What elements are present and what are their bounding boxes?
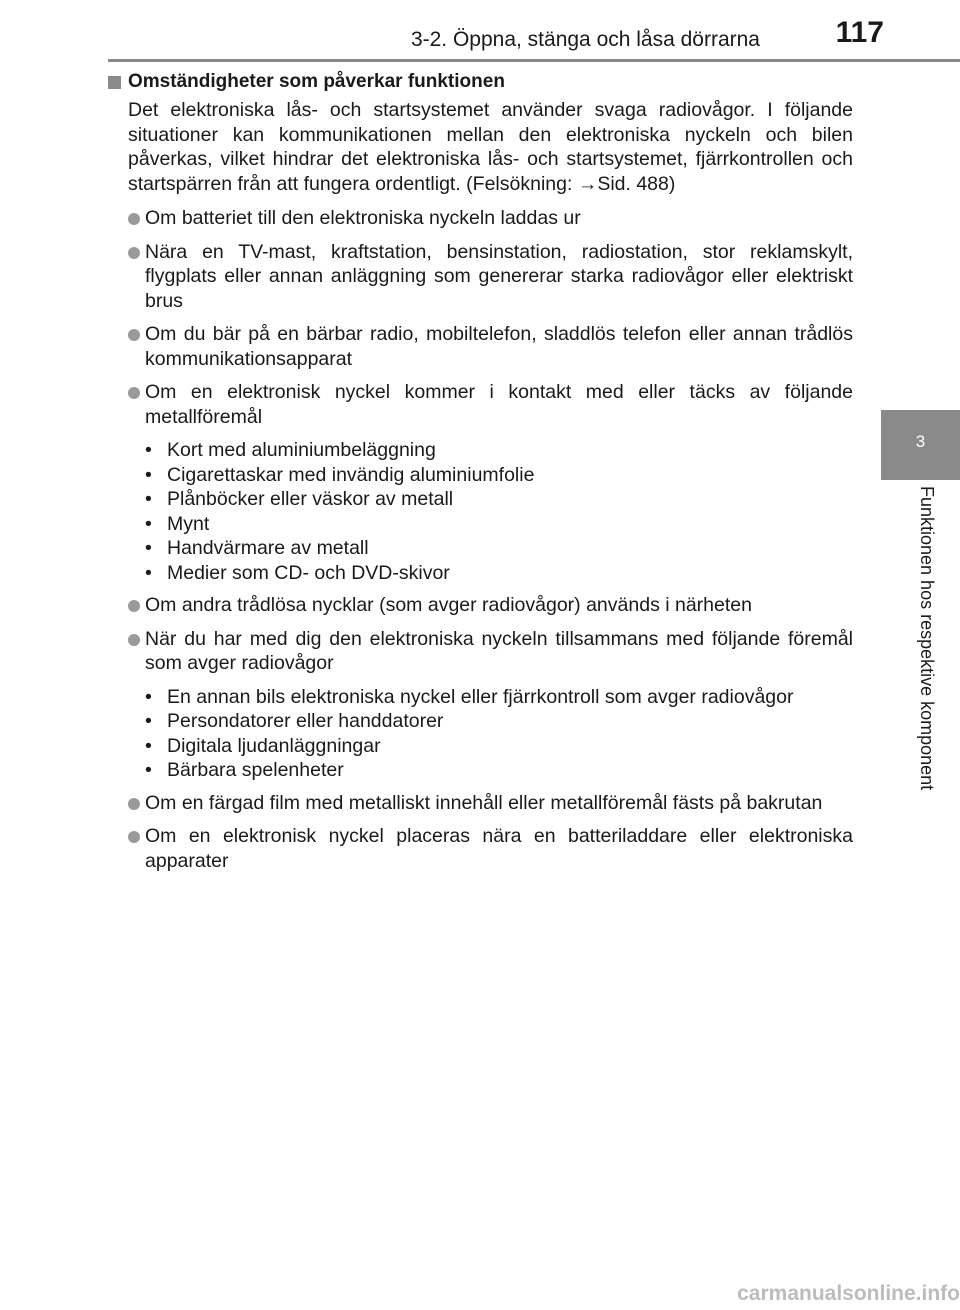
chapter-number: 3 bbox=[915, 432, 926, 451]
sub-list-item-text: Plånböcker eller väskor av metall bbox=[167, 488, 454, 510]
round-bullet-icon bbox=[128, 600, 140, 612]
sub-list-item bbox=[145, 438, 853, 463]
sub-list-item-text: Digitala ljudanläggningar bbox=[167, 734, 381, 757]
round-bullet-icon bbox=[128, 798, 140, 810]
bullet-item bbox=[128, 593, 853, 618]
bullet-item bbox=[128, 322, 853, 371]
bullet-item bbox=[128, 240, 853, 314]
bullet-marker bbox=[128, 380, 145, 392]
sub-list-item-text: Cigarettaskar med invändig aluminiumfolie bbox=[167, 463, 535, 486]
sub-list-item bbox=[145, 709, 853, 734]
small-bullet-icon: • bbox=[145, 512, 152, 535]
bullet-text: Om en elektronisk nyckel kommer i kontakt med eller täcks av följande metallföremål bbox=[145, 381, 853, 428]
bullet-text: Om du bär på en bärbar radio, mobiltelefon, sladdlös telefon eller annan trådlös kommunikationsapparat bbox=[145, 323, 853, 370]
bullet-text: Om batteriet till den elektroniska nyckeln laddas ur bbox=[145, 207, 581, 229]
bullet-marker bbox=[128, 240, 145, 252]
bullet-marker bbox=[128, 593, 145, 605]
square-marker-icon bbox=[108, 76, 121, 89]
round-bullet-icon bbox=[128, 634, 140, 646]
main-content bbox=[108, 70, 853, 882]
bullet-text: Om en elektronisk nyckel placeras nära en batteriladdare eller elektroniska apparater bbox=[145, 825, 853, 872]
bullet-text: Om andra trådlösa nycklar (som avger radiovågor) används i närheten bbox=[145, 594, 752, 616]
small-bullet-icon: • bbox=[145, 734, 152, 757]
chapter-tab bbox=[881, 480, 960, 850]
sub-list-item bbox=[145, 758, 853, 783]
bullet-text: När du har med dig den elektroniska nyckeln tillsammans med följande föremål som avger radiovågor bbox=[145, 627, 853, 674]
small-bullet-icon: • bbox=[145, 439, 152, 461]
watermark: carmanualsonline.info bbox=[737, 1282, 960, 1305]
round-bullet-icon bbox=[128, 831, 140, 843]
small-bullet-icon: • bbox=[145, 685, 152, 708]
small-bullet-icon: • bbox=[145, 710, 152, 732]
bullet-marker bbox=[128, 824, 145, 836]
bullet-item bbox=[128, 380, 853, 429]
sub-list-item-text: Bärbara spelenheter bbox=[167, 759, 344, 781]
chapter-number-box bbox=[881, 410, 960, 480]
bullet-item bbox=[128, 627, 853, 676]
chapter-title: Funktionen hos respektive komponent bbox=[917, 486, 937, 791]
bullet-text: Nära en TV-mast, kraftstation, bensinstation, radiostation, stor reklamskylt, flygplats eller annan anläggning som genererar starka radiovågor eller elektriskt brus bbox=[145, 240, 853, 312]
sub-list-item-text: Kort med aluminiumbeläggning bbox=[167, 439, 436, 461]
bullet-marker bbox=[128, 791, 145, 803]
small-bullet-icon: • bbox=[145, 463, 152, 486]
sub-list-item bbox=[145, 561, 853, 586]
sub-list-item-text: Persondatorer eller handdatorer bbox=[167, 710, 444, 732]
sub-list-item-text: Handvärmare av metall bbox=[167, 537, 369, 559]
bullet-item bbox=[128, 791, 853, 816]
sub-list-item-text: Mynt bbox=[167, 512, 210, 535]
intro-paragraph: Det elektroniska lås- och startsystemet använder svaga radiovågor. I följande situationer kan kommunikationen mellan den elektroniska nyckeln och bilen påverkas, vilket hindrar det elektroniska lås- och startsystemet, fjärrkontrollen och startspärren från att fungera ordentligt. (Felsökning: →Sid. 488) bbox=[128, 99, 853, 195]
sub-list-item-text: Medier som CD- och DVD-skivor bbox=[167, 561, 450, 584]
sub-list-item bbox=[145, 536, 853, 561]
round-bullet-icon bbox=[128, 247, 140, 259]
section-heading bbox=[108, 70, 853, 94]
bullet-text: Om en färgad film med metalliskt innehåll eller metallföremål fästs på bakrutan bbox=[145, 791, 823, 814]
page-number: 117 bbox=[835, 16, 884, 49]
sub-list-item-text: En annan bils elektroniska nyckel eller fjärrkontroll som avger radiovågor bbox=[167, 685, 794, 708]
sub-list bbox=[145, 438, 853, 585]
bullet-marker bbox=[128, 322, 145, 334]
bullet-list bbox=[108, 206, 853, 873]
section-heading-text: Omständigheter som påverkar funktionen bbox=[128, 71, 505, 92]
header-rule bbox=[108, 59, 960, 62]
sub-list-item bbox=[145, 463, 853, 488]
sub-list bbox=[145, 685, 853, 783]
round-bullet-icon bbox=[128, 213, 140, 225]
small-bullet-icon: • bbox=[145, 561, 152, 584]
round-bullet-icon bbox=[128, 329, 140, 341]
sub-list-item bbox=[145, 512, 853, 537]
bullet-marker bbox=[128, 627, 145, 639]
small-bullet-icon: • bbox=[145, 759, 152, 781]
section-title: 3-2. Öppna, stänga och låsa dörrarna bbox=[410, 28, 760, 51]
small-bullet-icon: • bbox=[145, 488, 152, 510]
small-bullet-icon: • bbox=[145, 537, 152, 559]
page-header bbox=[0, 0, 960, 62]
bullet-marker bbox=[128, 206, 145, 218]
sub-list-item bbox=[145, 734, 853, 759]
sub-list-item bbox=[145, 487, 853, 512]
round-bullet-icon bbox=[128, 387, 140, 399]
sub-list-item bbox=[145, 685, 853, 710]
bullet-item bbox=[128, 206, 853, 231]
bullet-item bbox=[128, 824, 853, 873]
